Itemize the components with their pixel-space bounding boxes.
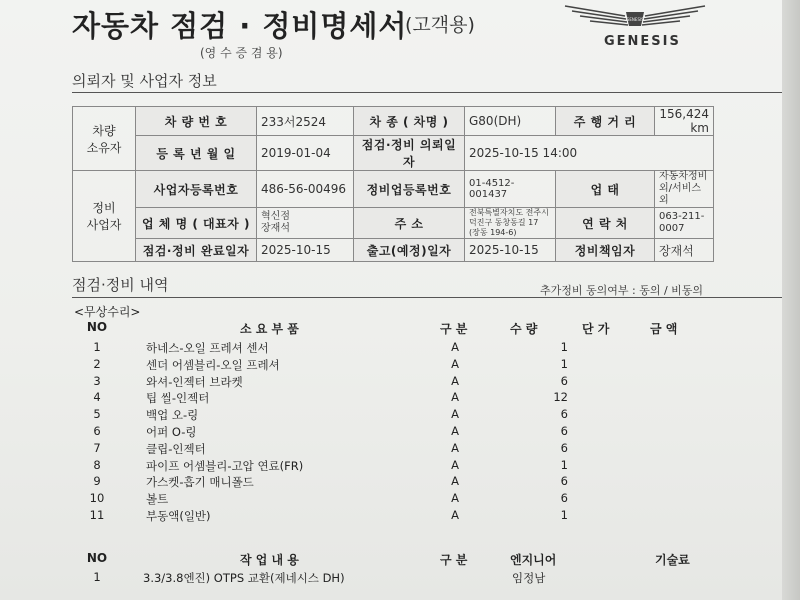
parts-row-no: 5 — [93, 407, 101, 422]
parts-row-gubun: A — [451, 340, 459, 354]
labor-row-engineer: 임정남 — [512, 571, 546, 585]
parts-row-qty: 12 — [553, 390, 568, 405]
free-repair-title: <무상수리> — [74, 305, 141, 319]
parts-header-name: 소 요 부 품 — [240, 322, 299, 336]
section-title-service: 점검·정비 내역 — [72, 276, 169, 294]
parts-row-gubun: A — [451, 474, 459, 489]
info-row — [73, 107, 714, 136]
parts-row-no: 4 — [93, 390, 101, 405]
parts-row-gubun: A — [451, 457, 459, 472]
section-title-requester: 의뢰자 및 사업자 정보 — [72, 72, 217, 90]
parts-row-qty: 6 — [560, 407, 568, 422]
regno-value: 01-4512-001437 — [465, 171, 556, 208]
reg-date-label: 등 록 년 월 일 — [136, 136, 257, 171]
owner-group-label: 차량 소유자 — [73, 107, 136, 171]
reg-date-value: 2019-01-04 — [257, 136, 354, 171]
contact-label: 연 락 처 — [556, 208, 655, 239]
info-row — [73, 239, 714, 262]
company-name-cell — [257, 208, 354, 239]
parts-row-no: 8 — [93, 457, 101, 472]
parts-row-qty: 6 — [560, 424, 568, 438]
receipt-note: (영 수 증 겸 용) — [200, 46, 283, 60]
bizno-value: 486-56-00496 — [257, 171, 354, 208]
parts-row-gubun: A — [451, 424, 459, 438]
parts-row-name: 부동액(일반) — [146, 509, 211, 523]
mileage-label: 주 행 거 리 — [556, 107, 655, 136]
parts-row-name: 센더 어셈블리-오일 프레셔 — [146, 357, 280, 372]
parts-header-qty: 수 량 — [510, 322, 538, 336]
labor-header-work: 작 업 내 용 — [240, 553, 299, 567]
info-row — [73, 171, 714, 208]
parts-row-gubun: A — [451, 440, 459, 455]
company-name-value: 혁신점 — [261, 211, 290, 222]
info-row — [73, 208, 714, 239]
parts-row-no: 2 — [93, 356, 101, 371]
page-edge-shadow — [782, 0, 800, 600]
request-date-value: 2025-10-15 14:00 — [465, 136, 714, 171]
parts-row-no: 6 — [93, 424, 101, 438]
parts-row-gubun: A — [451, 508, 459, 522]
parts-row-gubun: A — [451, 390, 459, 405]
parts-header-no: NO — [86, 320, 108, 334]
parts-row-gubun: A — [451, 491, 459, 506]
parts-row-qty: 6 — [560, 491, 568, 506]
labor-row-work: 3.3/3.8엔진) OTPS 교환(제네시스 DH) — [143, 571, 345, 585]
biz-type-value: 자동차정비외/서비스외 — [655, 171, 714, 208]
regno-label: 정비업등록번호 — [354, 171, 465, 208]
address-label: 주 소 — [354, 208, 465, 239]
info-row — [73, 136, 714, 171]
done-date-value: 2025-10-15 — [257, 239, 354, 262]
parts-row-qty: 1 — [560, 457, 568, 472]
plate-value: 233서2524 — [257, 107, 354, 136]
biz-type-label: 업 태 — [556, 171, 655, 208]
parts-row-name: 백업 오-링 — [146, 408, 199, 423]
parts-header-unit-price: 단 가 — [582, 322, 610, 336]
labor-header-engineer: 엔지니어 — [510, 553, 557, 567]
parts-row-gubun: A — [451, 373, 459, 388]
parts-row-qty: 6 — [560, 474, 568, 489]
model-label: 차 종 ( 차명 ) — [354, 107, 465, 136]
out-date-value: 2025-10-15 — [465, 239, 556, 262]
parts-row-qty: 1 — [560, 356, 568, 371]
extra-service-consent: 추가정비 동의여부 : 동의 / 비동의 — [540, 284, 704, 297]
parts-row-no: 7 — [93, 440, 101, 455]
section-divider — [72, 92, 782, 93]
shop-group-label: 정비 사업자 — [73, 171, 136, 262]
document-title: 자동차 점검 · 정비명세서 — [72, 9, 408, 43]
parts-row-qty: 6 — [560, 373, 568, 388]
svg-text:GENESIS: GENESIS — [626, 17, 644, 22]
parts-header-amount: 금 액 — [650, 322, 678, 336]
labor-row-no: 1 — [93, 570, 101, 584]
parts-row-name: 클립-인젝터 — [146, 441, 206, 456]
info-table — [72, 106, 714, 262]
address-value: 전북특별자치도 전주시 덕진구 동창동길 17 (장동 194-6) — [465, 208, 556, 239]
company-name-label: 업 체 명 ( 대표자 ) — [136, 208, 257, 239]
parts-row-name: 하네스-오일 프레셔 센서 — [146, 341, 269, 355]
parts-row-no: 9 — [93, 474, 101, 489]
out-date-label: 출고(예정)일자 — [354, 239, 465, 262]
parts-row-name: 파이프 어셈블리-고압 연료(FR) — [146, 458, 304, 473]
parts-row-qty: 6 — [560, 440, 568, 455]
model-value: G80(DH) — [465, 107, 556, 136]
done-date-label: 점검·정비 완료일자 — [136, 239, 257, 262]
parts-row-qty: 1 — [560, 340, 568, 354]
parts-row-gubun: A — [451, 407, 459, 422]
labor-header-gubun: 구 분 — [440, 553, 468, 567]
parts-row-no: 1 — [93, 340, 101, 354]
manager-value: 장재석 — [655, 239, 714, 262]
brand-name: GENESIS — [604, 34, 681, 49]
labor-header-fee: 기술료 — [655, 553, 690, 567]
parts-header-gubun: 구 분 — [440, 322, 468, 336]
bizno-label: 사업자등록번호 — [136, 171, 257, 208]
section-divider — [72, 297, 782, 298]
document-title-suffix: (고객용) — [405, 14, 475, 36]
parts-row-name: 와셔-인젝터 브라켓 — [146, 374, 243, 389]
parts-row-name: 가스켓-흡기 매니폴드 — [146, 475, 254, 490]
manager-label: 정비책임자 — [556, 239, 655, 262]
parts-row-gubun: A — [451, 356, 459, 371]
parts-row-name: 어퍼 O-링 — [146, 425, 197, 439]
contact-value: 063-211-0007 — [655, 208, 714, 239]
company-rep-value: 장재석 — [261, 223, 290, 234]
mileage-value: 156,424 km — [655, 107, 714, 136]
parts-row-no: 10 — [89, 491, 105, 506]
parts-row-qty: 1 — [560, 508, 568, 522]
plate-label: 차 량 번 호 — [136, 107, 257, 136]
parts-row-name: 볼트 — [146, 492, 169, 507]
parts-row-no: 3 — [93, 373, 101, 388]
parts-row-name: 팁 씰-인젝터 — [146, 391, 210, 406]
request-date-label: 점검·정비 의뢰일자 — [354, 136, 465, 171]
parts-row-no: 11 — [89, 508, 105, 522]
labor-header-no: NO — [86, 551, 108, 565]
